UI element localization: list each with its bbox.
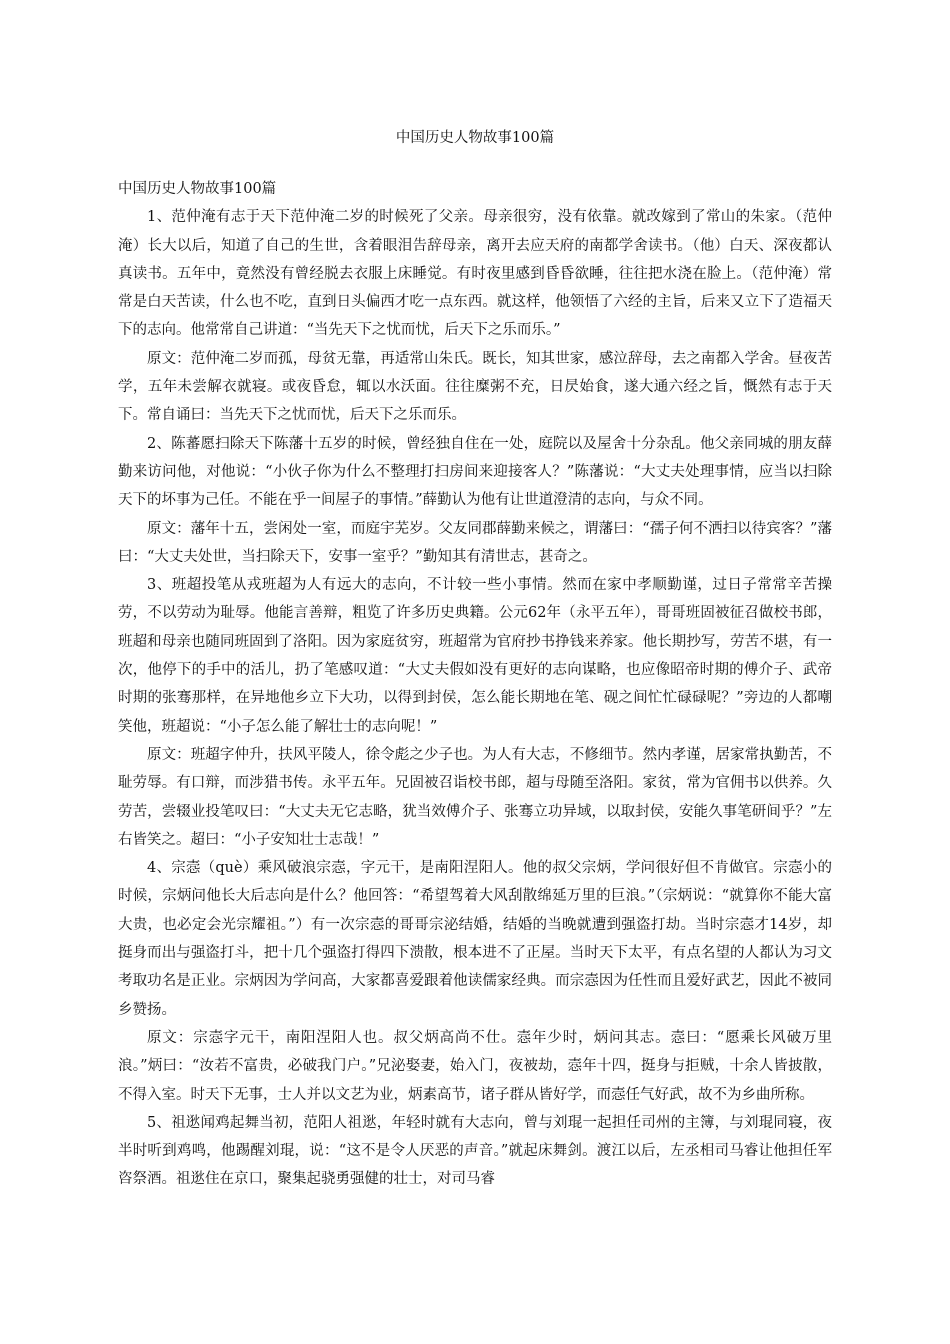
story-paragraph-4: 4、宗悫（què）乘风破浪宗悫，字元干，是南阳涅阳人。他的叔父宗炳，学问很好但不肯做官。宗悫小的时候，宗炳问他长大后志向是什么？他回答：“希望驾着大风刮散绵延万里的巨浪。”（宗炳说：“就算你不能大富大贵，也必定会光宗耀祖。”）有一次宗悫的哥哥宗泌结婚，结婚的当晚就遭到强盗打劫。当时宗悫才14岁，却挺身而出与强盗打斗，把十几个强盗打得四下溃散，根本进不了正屋。当时天下太平，有点名望的人都认为习文考取功名是正业。宗炳因为学问高，大家都喜爱跟着他读儒家经典。而宗悫因为任性而且爱好武艺，因此不被同乡赞扬。	[118, 860, 832, 1018]
story-paragraph-3: 3、班超投笔从戎班超为人有远大的志向，不计较一些小事情。然而在家中孝顺勤谨，过日子常常辛苦操劳，不以劳动为耻辱。他能言善辩，粗览了许多历史典籍。公元62年（永平五年），哥哥班固被征召做校书郎，班超和母亲也随同班固到了洛阳。因为家庭贫穷，班超常为官府抄书挣钱来养家。他长期抄写，劳苦不堪，有一次，他停下的手中的活儿，扔了笔感叹道：“大丈夫假如没有更好的志向谋略，也应像昭帝时期的傅介子、武帝时期的张骞那样，在异地他乡立下大功，以得到封侯，怎么能长期地在笔、砚之间忙忙碌碌呢？”旁边的人都嘲笑他，班超说：“小子怎么能了解壮士的志向呢！”	[118, 577, 832, 735]
document-body	[118, 175, 832, 1194]
original-text-2: 原文：藩年十五，尝闲处一室，而庭宇芜岁。父友同郡薛勤来候之，谓藩曰：“孺子何不洒扫以待宾客？”藩曰：“大丈夫处世，当扫除天下，安事一室乎？”勤知其有清世志，甚奇之。	[118, 520, 832, 565]
original-text-4: 原文：宗悫字元干，南阳涅阳人也。叔父炳高尚不仕。悫年少时，炳问其志。悫曰：“愿乘长风破万里浪。”炳曰：“汝若不富贵，必破我门户。”兄泌娶妻，始入门，夜被劫，悫年十四，挺身与拒贼，十余人皆披散，不得入室。时天下无事，士人并以文艺为业，炳素高节，诸子群从皆好学，而悫任气好武，故不为乡曲所称。	[118, 1029, 832, 1103]
document-subtitle: 中国历史人物故事100篇	[118, 181, 277, 197]
story-paragraph-2: 2、陈蕃愿扫除天下陈藩十五岁的时候，曾经独自住在一处，庭院以及屋舍十分杂乱。他父亲同城的朋友薛勤来访问他，对他说：“小伙子你为什么不整理打扫房间来迎接客人？”陈藩说：“大丈夫处理事情，应当以扫除天下的坏事为己任。不能在乎一间屋子的事情。”薛勤认为他有让世道澄清的志向，与众不同。	[118, 435, 832, 509]
page-title: 中国历史人物故事100篇	[395, 130, 555, 146]
original-text-3: 原文：班超字仲升，扶风平陵人，徐令彪之少子也。为人有大志，不修细节。然内孝谨，居家常执勤苦，不耻劳辱。有口辩，而涉猎书传。永平五年。兄固被召诣校书郎，超与母随至洛阳。家贫，常为官佣书以供养。久劳苦，尝辍业投笔叹曰：“大丈夫无它志略，犹当效傅介子、张骞立功异域，以取封侯，安能久事笔研间乎？”左右皆笑之。超曰：“小子安知壮士志哉！”	[118, 746, 832, 848]
story-paragraph-5: 5、祖逖闻鸡起舞当初，范阳人祖逖，年轻时就有大志向，曾与刘琨一起担任司州的主簿，与刘琨同寝，夜半时听到鸡鸣，他踢醒刘琨，说：“这不是令人厌恶的声音。”就起床舞剑。渡江以后，左丞相司马睿让他担任军咨祭酒。祖逖住在京口，聚集起骁勇强健的壮士，对司马睿	[118, 1114, 832, 1188]
original-text-1: 原文：范仲淹二岁而孤，母贫无靠，再适常山朱氏。既长，知其世家，感泣辞母，去之南都入学舍。昼夜苦学，五年未尝解衣就寝。或夜昏怠，辄以水沃面。往往糜粥不充，日昃始食，遂大通六经之旨，慨然有志于天下。常自诵曰：当先天下之忧而忧，后天下之乐而乐。	[118, 350, 832, 424]
story-paragraph-1: 1、范仲淹有志于天下范仲淹二岁的时候死了父亲。母亲很穷，没有依靠。就改嫁到了常山的朱家。（范仲淹）长大以后，知道了自己的生世，含着眼泪告辞母亲，离开去应天府的南都学舍读书。（他）白天、深夜都认真读书。五年中，竟然没有曾经脱去衣服上床睡觉。有时夜里感到昏昏欲睡，往往把水浇在脸上。（范仲淹）常常是白天苦读，什么也不吃，直到日头偏西才吃一点东西。就这样，他领悟了六经的主旨，后来又立下了造福天下的志向。他常常自己讲道：“当先天下之忧而忧，后天下之乐而乐。”	[118, 209, 832, 339]
